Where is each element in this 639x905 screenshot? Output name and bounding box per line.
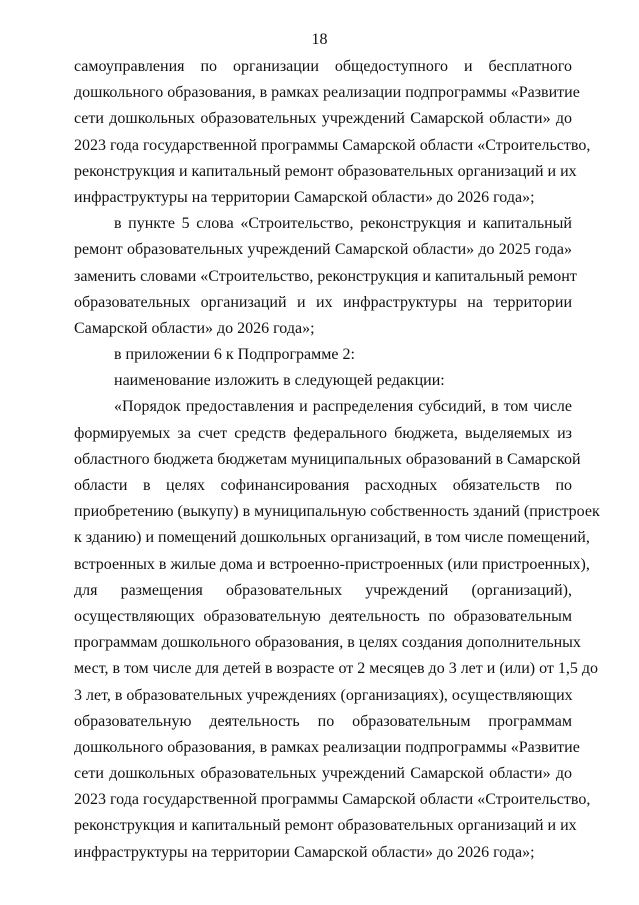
text-line: мест, в том числе для детей в возрасте от 2 месяцев до 3 лет и (или) от 1,5 до (74, 660, 599, 678)
text-line: «Порядок предоставления и распределения субсидий, в том числе (114, 398, 572, 416)
text-line: наименование изложить в следующей редакции: (114, 372, 445, 390)
text-line: реконструкция и капитальный ремонт образовательных организаций и их (74, 817, 577, 835)
text-line: встроенных в жилые дома и встроенно-пристроенных (или пристроенных), (74, 555, 590, 573)
text-line: ремонт образовательных учреждений Самарской области» до 2025 года» (74, 241, 572, 259)
text-line: области в целях софинансирования расходных обязательств по (74, 477, 572, 494)
text-line: программам дошкольного образования, в целях создания дополнительных (74, 634, 581, 652)
text-line: осуществляющих образовательную деятельность по образовательным (74, 607, 572, 625)
text-line: областного бюджета бюджетам муниципальных образований в Самарской (74, 450, 581, 468)
text-line: заменить словами «Строительство, реконструкция и капитальный ремонт (74, 267, 577, 285)
text-line: дошкольного образования, в рамках реализации подпрограммы «Развитие (74, 84, 580, 102)
page-number: 18 (311, 31, 328, 48)
text-line: приобретению (выкупу) в муниципальную собственность зданий (пристроек (74, 503, 600, 521)
text-line: образовательных организаций и их инфраструктуры на территории (74, 293, 572, 311)
text-line: 2023 года государственной программы Самарской области «Строительство, (74, 136, 591, 154)
text-line: дошкольного образования, в рамках реализации подпрограммы «Развитие (74, 738, 580, 756)
text-line: инфраструктуры на территории Самарской области» до 2026 года»; (74, 188, 535, 206)
text-line: самоуправления по организации общедоступного и бесплатного (74, 58, 572, 75)
document-body (74, 58, 600, 870)
text-line: для размещения образовательных учреждений (организаций), (74, 581, 572, 599)
text-line: к зданию) и помещений дошкольных организаций, в том числе помещений, (74, 529, 590, 547)
text-line: в приложении 6 к Подпрограмме 2: (114, 346, 355, 364)
text-line: инфраструктуры на территории Самарской области» до 2026 года»; (74, 843, 535, 861)
text-line: сети дошкольных образовательных учреждений Самарской области» до (74, 765, 572, 783)
text-line: 3 лет, в образовательных учреждениях (организациях), осуществляющих (74, 686, 573, 704)
text-line: реконструкция и капитальный ремонт образовательных организаций и их (74, 162, 577, 180)
text-line: сети дошкольных образовательных учреждений Самарской области» до (74, 110, 572, 128)
text-line: 2023 года государственной программы Самарской области «Строительство, (74, 791, 591, 809)
text-line: Самарской области» до 2026 года»; (74, 319, 315, 337)
text-line: образовательную деятельность по образовательным программам (74, 712, 572, 730)
text-line: в пункте 5 слова «Строительство, реконструкция и капитальный (114, 215, 572, 233)
text-line: формируемых за счет средств федерального бюджета, выделяемых из (74, 424, 572, 442)
